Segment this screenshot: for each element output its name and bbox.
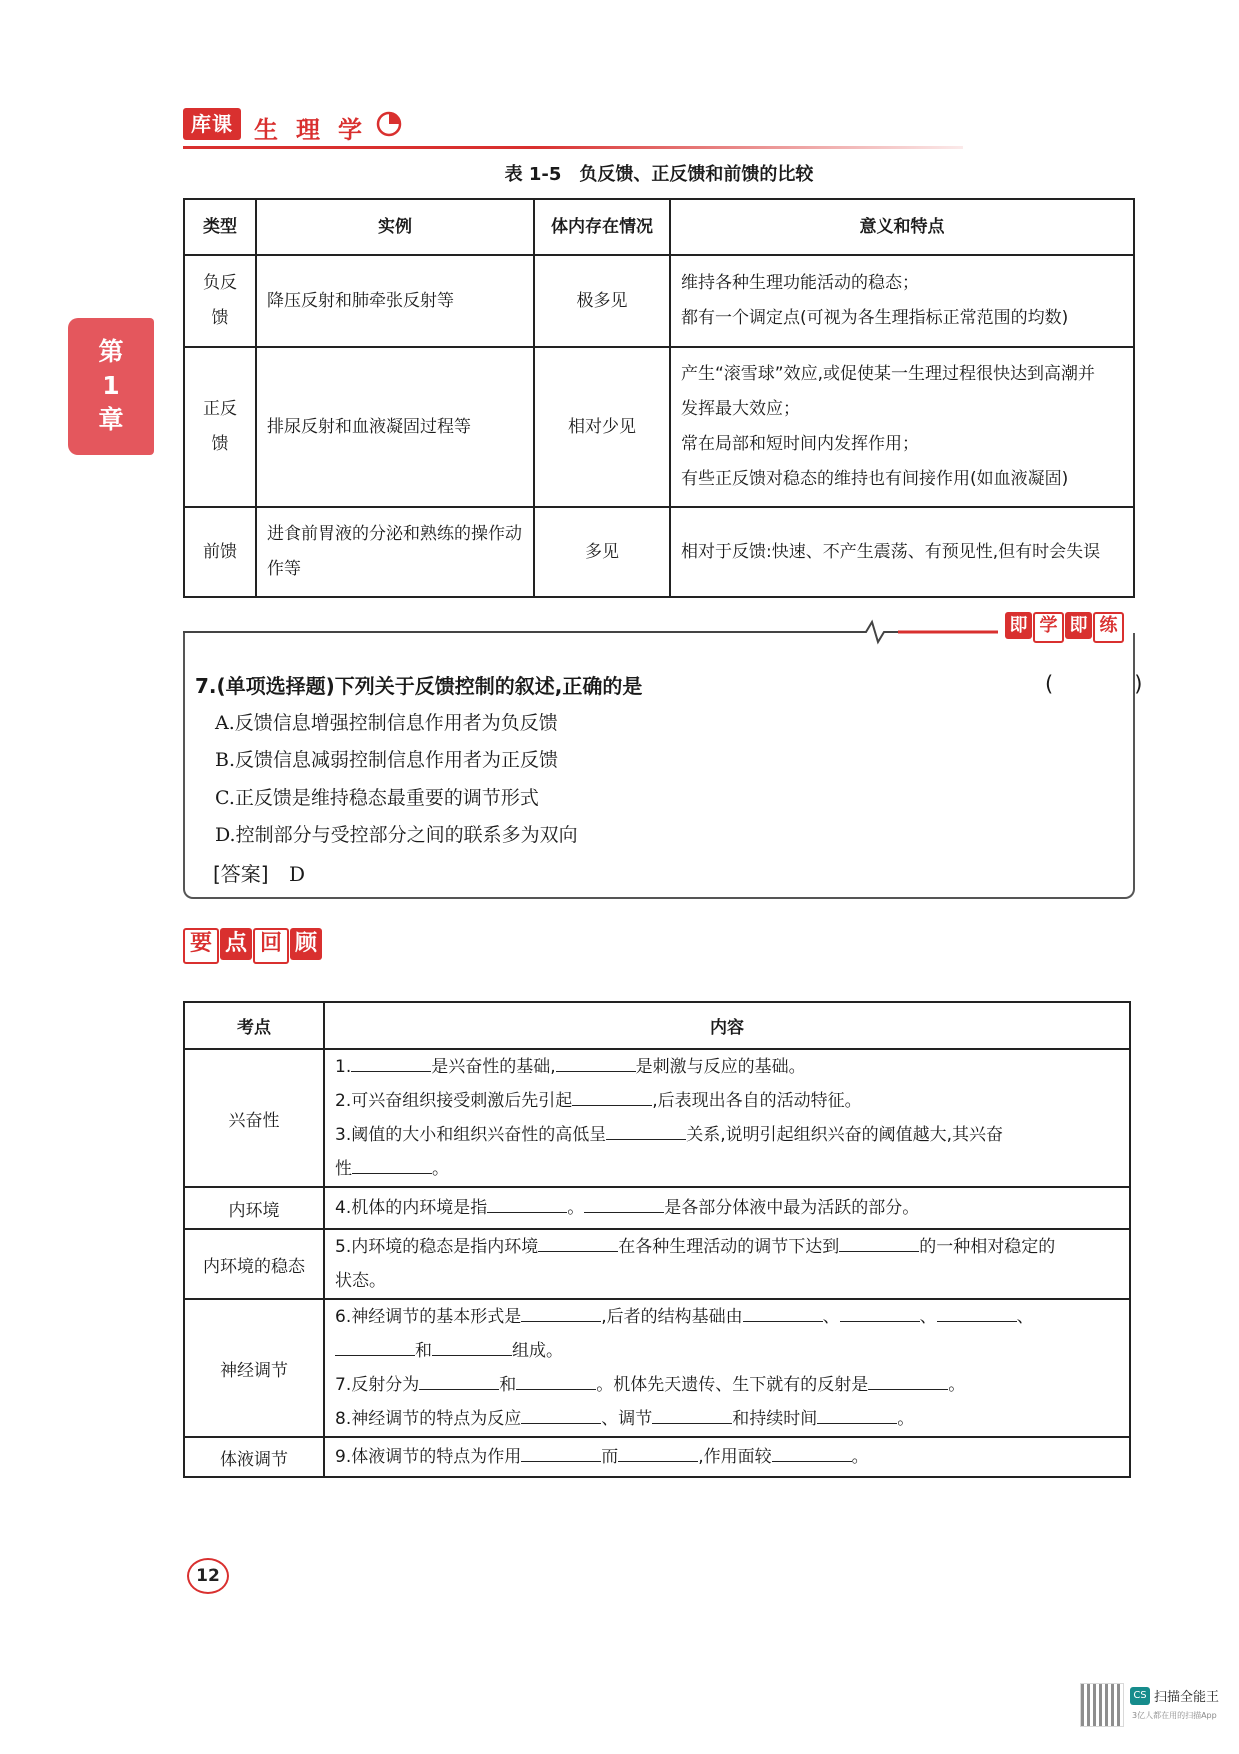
content-text: ,后表现出各自的活动特征。 — [652, 1091, 862, 1111]
fill-in-blank[interactable] — [352, 1155, 432, 1174]
fill-in-blank[interactable] — [351, 1053, 431, 1072]
presence-cell: 极多见 — [534, 255, 670, 347]
content-cell — [324, 1437, 1130, 1477]
content-line — [335, 1152, 1119, 1186]
column-header: 体内存在情况 — [534, 199, 670, 255]
table-row — [184, 255, 1134, 347]
option-c: C.正反馈是维持稳态最重要的调节形式 — [215, 787, 539, 809]
content-line — [335, 1118, 1119, 1152]
example-cell: 排尿反射和血液凝固过程等 — [256, 347, 534, 507]
content-text: 的一种相对稳定的 — [919, 1237, 1056, 1257]
content-text: 而 — [601, 1447, 619, 1467]
column-header: 内容 — [324, 1002, 1130, 1049]
table-row — [184, 1187, 1130, 1229]
fill-in-blank[interactable] — [487, 1194, 567, 1213]
content-text: 在各种生理活动的调节下达到 — [618, 1237, 840, 1257]
content-line — [335, 1264, 1119, 1298]
review-table — [183, 1001, 1131, 1478]
qr-code-icon — [1080, 1683, 1124, 1727]
scanner-logo: CS — [1130, 1687, 1150, 1705]
fill-in-blank[interactable] — [743, 1303, 823, 1322]
content-text: 状态。 — [335, 1271, 386, 1291]
content-text: 关系,说明引起组织兴奋的阈值越大,其兴奋 — [686, 1125, 1004, 1145]
content-cell — [324, 1229, 1130, 1299]
fill-in-blank[interactable] — [521, 1443, 601, 1462]
example-cell: 进食前胃液的分泌和熟练的操作动作等 — [256, 507, 534, 597]
review-badge — [183, 928, 323, 964]
badge-char: 即 — [1065, 612, 1092, 639]
table-row — [184, 1437, 1130, 1477]
content-cell — [324, 1049, 1130, 1187]
content-cell — [324, 1187, 1130, 1229]
column-header: 类型 — [184, 199, 256, 255]
fill-in-blank[interactable] — [652, 1405, 732, 1424]
content-text: 。 — [897, 1409, 915, 1429]
pie-chart-icon — [374, 108, 404, 138]
topic-cell: 神经调节 — [184, 1299, 324, 1437]
scanner-app-name: 扫描全能王 — [1154, 1690, 1220, 1705]
content-cell — [324, 1299, 1130, 1437]
type-cell: 负反馈 — [184, 255, 256, 347]
content-text: 、调节 — [601, 1409, 653, 1429]
badge-char: 要 — [183, 928, 219, 964]
content-text: 7.反射分为 — [335, 1375, 420, 1395]
meaning-line: 维持各种生理功能活动的稳态； — [681, 273, 919, 293]
answer-line — [213, 858, 305, 887]
content-text: 是刺激与反应的基础。 — [635, 1057, 806, 1077]
table-row — [184, 1049, 1130, 1187]
fill-in-blank[interactable] — [419, 1371, 499, 1390]
fill-in-blank[interactable] — [606, 1121, 686, 1140]
scanner-tagline: 3亿人都在用的扫描App — [1132, 1711, 1217, 1720]
meaning-cell — [670, 347, 1134, 507]
meaning-line: 有些正反馈对稳态的维持也有间接作用(如血液凝固) — [681, 469, 1069, 489]
content-text: 1. — [335, 1057, 352, 1077]
content-text: 。 — [948, 1375, 966, 1395]
content-text: 和持续时间 — [732, 1409, 818, 1429]
page-number: 12 — [187, 1558, 229, 1594]
content-text: 、 — [1016, 1307, 1034, 1327]
content-line — [335, 1084, 1119, 1118]
badge-char: 练 — [1093, 612, 1124, 643]
badge-char: 顾 — [290, 928, 322, 960]
content-line — [335, 1230, 1119, 1264]
table-row — [184, 1299, 1130, 1437]
fill-in-blank[interactable] — [937, 1303, 1017, 1322]
fill-in-blank[interactable] — [584, 1194, 664, 1213]
topic-cell: 内环境 — [184, 1187, 324, 1229]
content-text: 6.神经调节的基本形式是 — [335, 1307, 522, 1327]
content-text: 。 — [567, 1198, 585, 1218]
fill-in-blank[interactable] — [772, 1443, 852, 1462]
answer-label: [答案] — [213, 862, 269, 886]
table-row — [184, 507, 1134, 597]
fill-in-blank[interactable] — [516, 1371, 596, 1390]
content-text: 。 — [851, 1447, 869, 1467]
content-text: 9.体液调节的特点为作用 — [335, 1447, 522, 1467]
content-text: 3.阈值的大小和组织兴奋性的高低呈 — [335, 1125, 607, 1145]
content-text: 2.可兴奋组织接受刺激后先引起 — [335, 1091, 573, 1111]
fill-in-blank[interactable] — [572, 1087, 652, 1106]
fill-in-blank[interactable] — [840, 1303, 920, 1322]
subject-title: 生理学 — [254, 116, 380, 144]
option-d: D.控制部分与受控部分之间的联系多为双向 — [215, 824, 578, 846]
badge-char: 即 — [1005, 612, 1032, 639]
brand-logo: 库课 — [183, 108, 241, 140]
content-text: 4.机体的内环境是指 — [335, 1198, 488, 1218]
fill-in-blank[interactable] — [538, 1233, 618, 1252]
badge-char: 回 — [253, 928, 289, 964]
content-line — [335, 1050, 1119, 1084]
meaning-cell — [670, 255, 1134, 347]
column-header: 实例 — [256, 199, 534, 255]
content-text: ,作用面较 — [698, 1447, 772, 1467]
answer-value: D — [288, 862, 306, 886]
table-header-row — [184, 199, 1134, 255]
example-cell: 降压反射和肺牵张反射等 — [256, 255, 534, 347]
question-stem: 7.(单项选择题)下列关于反馈控制的叙述,正确的是 — [195, 674, 643, 698]
content-text: 、 — [822, 1307, 840, 1327]
meaning-line: 都有一个调定点(可视为各生理指标正常范围的均数) — [681, 308, 1069, 328]
content-text: 是兴奋性的基础, — [431, 1057, 556, 1077]
fill-in-blank[interactable] — [868, 1371, 948, 1390]
content-text: 是各部分体液中最为活跃的部分。 — [664, 1198, 920, 1218]
meaning-line: 产生“滚雪球”效应,或促使某一生理过程很快达到高潮并 — [681, 364, 1096, 384]
content-text: 和 — [499, 1375, 517, 1395]
scanner-watermark — [1080, 1683, 1220, 1731]
table-header-row — [184, 1002, 1130, 1049]
content-text: 5.内环境的稳态是指内环境 — [335, 1237, 539, 1257]
meaning-line: 相对于反馈:快速、不产生震荡、有预见性,但有时会失误 — [681, 541, 1101, 562]
fill-in-blank[interactable] — [521, 1303, 601, 1322]
column-header: 考点 — [184, 1002, 324, 1049]
type-cell: 前馈 — [184, 507, 256, 597]
fill-in-blank[interactable] — [432, 1337, 512, 1356]
content-text: 性 — [335, 1159, 352, 1179]
chapter-tab-char: 第 — [98, 337, 124, 366]
fill-in-blank[interactable] — [556, 1053, 636, 1072]
content-line — [335, 1334, 1119, 1368]
topic-cell: 兴奋性 — [184, 1049, 324, 1187]
fill-in-blank[interactable] — [335, 1337, 415, 1356]
fill-in-blank[interactable] — [839, 1233, 919, 1252]
table-row — [184, 1229, 1130, 1299]
type-cell: 正反馈 — [184, 347, 256, 507]
meaning-cell — [670, 507, 1134, 597]
fill-in-blank[interactable] — [618, 1443, 698, 1462]
content-text: 、 — [919, 1307, 937, 1327]
chapter-tab-number: 1 — [102, 371, 120, 400]
badge-char: 学 — [1033, 612, 1064, 643]
feedback-comparison-table — [183, 198, 1135, 598]
content-text: 组成。 — [512, 1341, 563, 1361]
content-line — [335, 1191, 1119, 1225]
fill-in-blank[interactable] — [521, 1405, 601, 1424]
content-text: 和 — [415, 1341, 432, 1361]
table-row — [184, 347, 1134, 507]
content-line — [335, 1440, 1119, 1474]
topic-cell: 内环境的稳态 — [184, 1229, 324, 1299]
chapter-tab — [68, 318, 154, 455]
chapter-tab-char: 章 — [98, 405, 124, 434]
answer-bracket: ( ) — [1045, 672, 1173, 696]
content-line — [335, 1368, 1119, 1402]
presence-cell: 多见 — [534, 507, 670, 597]
option-a: A.反馈信息增强控制信息作用者为负反馈 — [215, 712, 558, 734]
fill-in-blank[interactable] — [817, 1405, 897, 1424]
content-text: 8.神经调节的特点为反应 — [335, 1409, 522, 1429]
content-text: 。机体先天遗传、生下就有的反射是 — [596, 1375, 869, 1395]
meaning-line: 常在局部和短时间内发挥作用； — [681, 434, 919, 454]
topic-cell: 体液调节 — [184, 1437, 324, 1477]
content-line — [335, 1402, 1119, 1436]
badge-char: 点 — [220, 928, 252, 960]
column-header: 意义和特点 — [670, 199, 1134, 255]
content-text: ,后者的结构基础由 — [601, 1307, 743, 1327]
content-line — [335, 1300, 1119, 1334]
content-text: 。 — [432, 1159, 449, 1179]
presence-cell: 相对少见 — [534, 347, 670, 507]
option-b: B.反馈信息减弱控制信息作用者为正反馈 — [215, 749, 559, 771]
meaning-line: 发挥最大效应； — [681, 399, 800, 419]
header-rule — [183, 146, 963, 149]
table-caption: 表 1-5 负反馈、正反馈和前馈的比较 — [504, 164, 814, 185]
